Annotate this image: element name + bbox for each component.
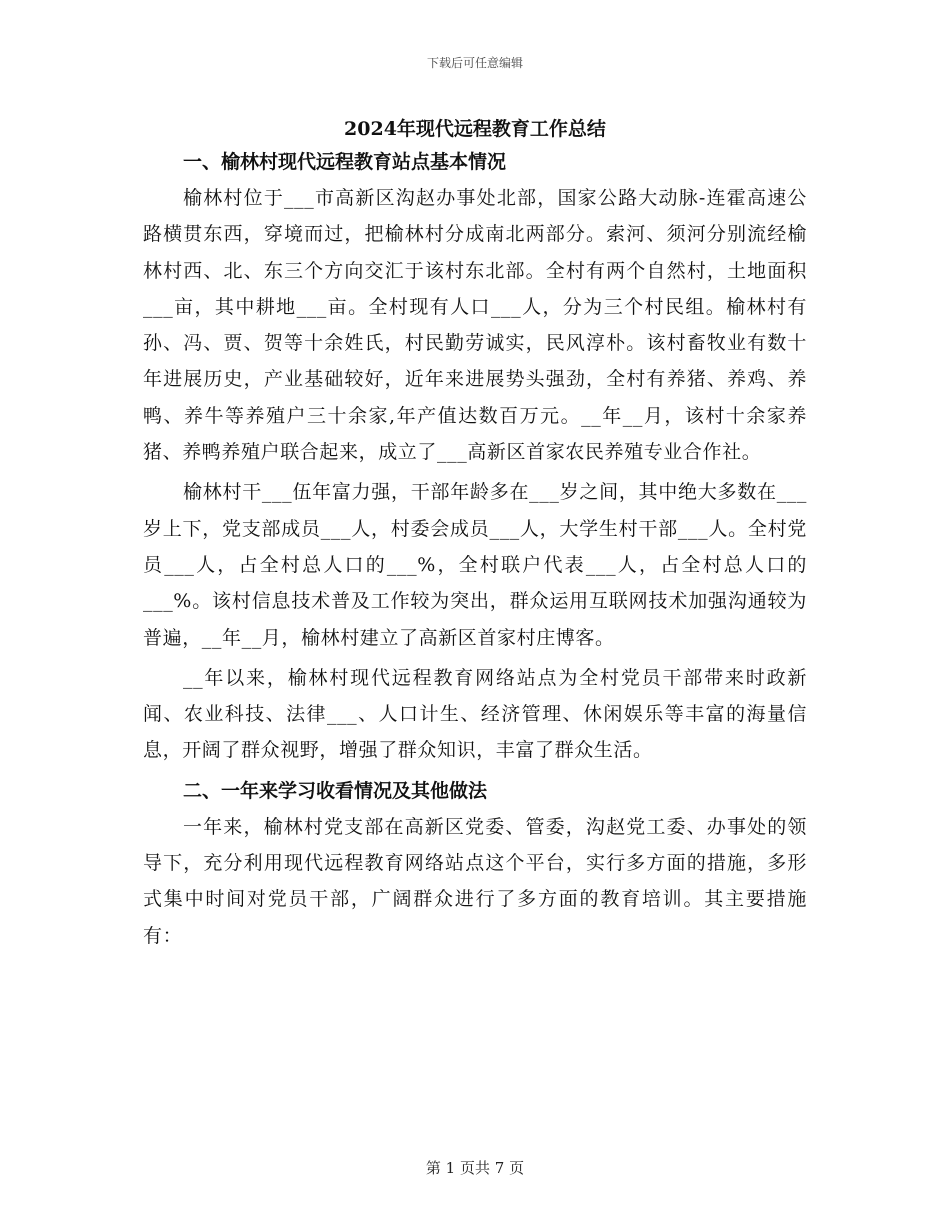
document-body xyxy=(143,114,807,958)
paragraph: 榆林村干___伍年富力强，干部年龄多在___岁之间，其中绝大多数在___岁上下，党支部成员___人，村委会成员___人，大学生村干部___人。全村党员___人，占全村总人口的___%，全村联户代表___人，占全村总人口的___%。该村信息技术普及工作较为突出，群众运用互联网技术加强沟通较为普遍，__年__月，榆林村建立了高新区首家村庄博客。 xyxy=(143,481,807,649)
header-note: 下载后可任意编辑 xyxy=(426,56,523,70)
paragraph: 榆林村位于___市高新区沟赵办事处北部，国家公路大动脉-连霍高速公路横贯东西，穿境而过，把榆林村分成南北两部分。索河、须河分别流经榆林村西、北、东三个方向交汇于该村东北部。全村有两个自然村，土地面积___亩，其中耕地___亩。全村现有人口___人，分为三个村民组。榆林村有孙、冯、贾、贺等十余姓氏，村民勤劳诚实，民风淳朴。该村畜牧业有数十年进展历史，产业基础较好，近年来进展势头强劲，全村有养猪、养鸡、养鸭、养牛等养殖户三十余家,年产值达数百万元。__年__月，该村十余家养猪、养鸭养殖户联合起来，成立了___高新区首家农民养殖专业合作社。 xyxy=(143,187,807,464)
page-footer: 第 1 页共 7 页 xyxy=(425,1159,525,1177)
section-heading-1: 一、榆林村现代远程教育站点基本情况 xyxy=(183,151,507,173)
section-heading-2: 二、一年来学习收看情况及其他做法 xyxy=(183,779,488,802)
document-title: 2024年现代远程教育工作总结 xyxy=(344,118,606,140)
paragraph: 一年来，榆林村党支部在高新区党委、管委，沟赵党工委、办事处的领导下，充分利用现代远程教育网络站点这个平台，实行多方面的措施，多形式集中时间对党员干部，广阔群众进行了多方面的教育培训。其主要措施有： xyxy=(143,815,807,947)
paragraph: __年以来，榆林村现代远程教育网络站点为全村党员干部带来时政新闻、农业科技、法律___、人口计生、经济管理、休闲娱乐等丰富的海量信息，开阔了群众视野，增强了群众知识，丰富了群众生活。 xyxy=(143,666,807,762)
